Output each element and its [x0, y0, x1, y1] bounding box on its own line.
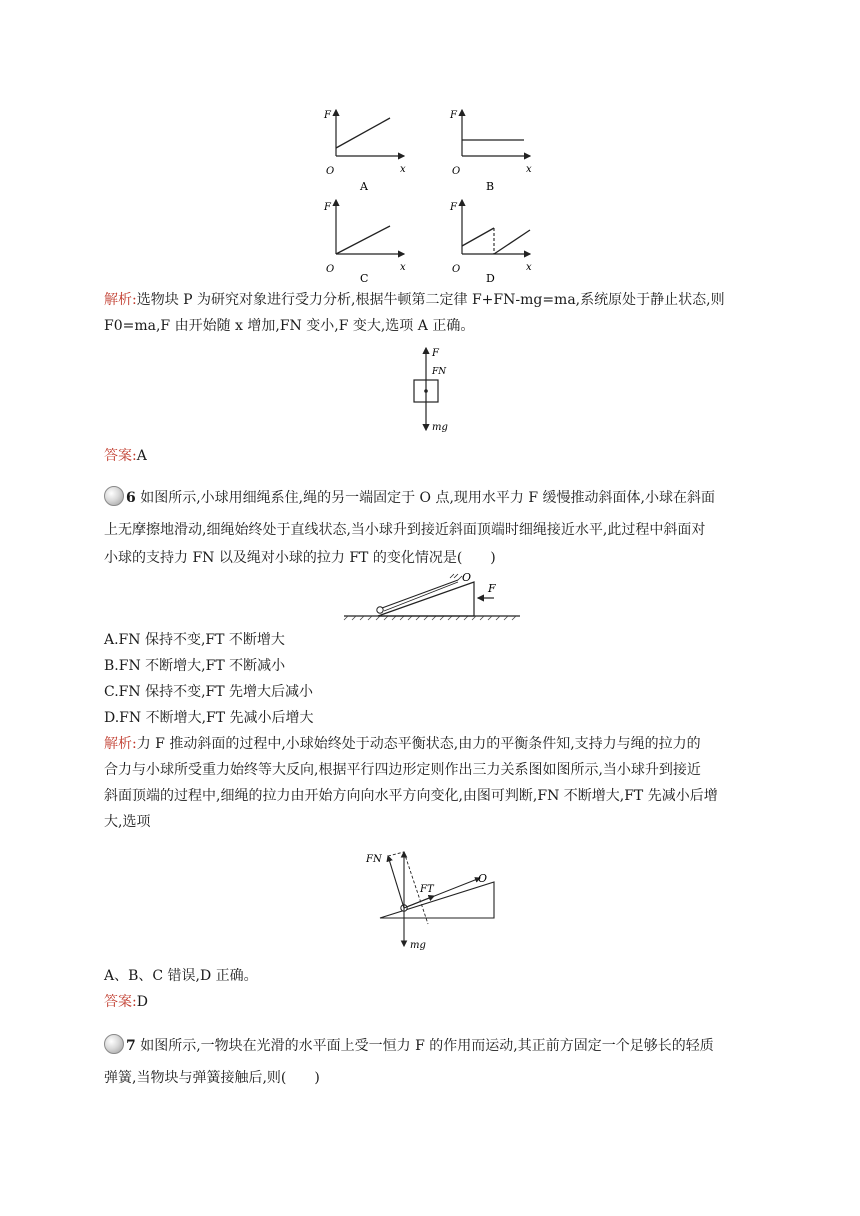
graph-a-line [336, 118, 390, 148]
incline [378, 582, 474, 616]
force-mg-label: mg [410, 940, 426, 951]
fx-graphs-figure [318, 104, 540, 284]
q6-stem-line-3: 小球的支持力 FN 以及绳对小球的拉力 FT 的变化情况是( ) [104, 550, 496, 566]
q7-stem-text-1: 如图所示,一物块在光滑的水平面上受一恒力 F 的作用而运动,其正前方固定一个足够长的轻质 [140, 1038, 714, 1054]
q6-force-diagram [362, 838, 502, 956]
q6-answer-label: 答案: [104, 994, 137, 1010]
q6-option-b: B.FN 不断增大,FT 不断减小 [104, 658, 286, 674]
force-fn-label: FN [366, 854, 382, 865]
q6-analysis-text-1: 力 F 推动斜面的过程中,小球始终处于动态平衡状态,由力的平衡条件知,支持力与绳的拉力的 [136, 736, 701, 752]
q6-analysis-line-5: A、B、C 错误,D 正确。 [104, 968, 258, 984]
graph-c-line [336, 226, 390, 254]
graph-d [449, 200, 532, 284]
graph-d-line-2 [494, 230, 530, 254]
q6-f-label: F [488, 582, 496, 595]
q6-analysis-label: 解析: [104, 736, 137, 752]
q5-answer-value: A [136, 448, 147, 464]
graph-d-x-label: x [526, 262, 532, 273]
q6-o-label: O [462, 571, 472, 584]
graph-b-x-label: x [526, 164, 532, 175]
q6-option-d: D.FN 不断增大,FT 先减小后增大 [104, 710, 314, 726]
graph-c-x-label: x [400, 262, 406, 273]
fbd-mg-label: mg [432, 422, 448, 433]
graph-b [449, 110, 532, 193]
force-ft-label: FT [420, 884, 434, 895]
q6-option-a: A.FN 保持不变,FT 不断增大 [104, 632, 285, 648]
q6-analysis-line-2: 合力与小球所受重力始终等大反向,根据平行四边形定则作出三力关系图如图所示,当小球升到接近 [104, 762, 701, 778]
graph-c-label: C [360, 272, 369, 284]
graph-a-label: A [360, 180, 368, 193]
graph-d-line-1 [462, 228, 494, 246]
question-bullet-icon [104, 486, 124, 506]
q6-stem-line-1 [104, 486, 715, 508]
graph-d-f-label: F [450, 202, 457, 213]
q6-answer [104, 992, 148, 1012]
q6-stem-text-1: 如图所示,小球用细绳系住,绳的另一端固定于 O 点,现用水平力 F 缓慢推动斜面体,小球在斜面 [140, 490, 715, 506]
ball [377, 607, 383, 613]
fn-arrow [388, 856, 404, 908]
graph-d-label: D [486, 272, 495, 284]
q6-analysis-line-1 [104, 734, 701, 754]
graph-a-origin: O [326, 166, 335, 177]
rope-2 [384, 582, 458, 611]
q6-incline-figure [342, 570, 522, 622]
graph-b-label: B [486, 180, 495, 193]
q6-option-c: C.FN 保持不变,FT 先增大后减小 [104, 684, 314, 700]
question-bullet-icon [104, 1034, 124, 1054]
q5-analysis-line-1 [104, 290, 725, 310]
graph-d-origin: O [452, 264, 461, 275]
graph-a-f-label: F [324, 110, 331, 121]
graph-a [323, 110, 406, 193]
fbd-f-label: F [432, 348, 439, 359]
graph-b-origin: O [452, 166, 461, 177]
q5-analysis-line-2: F0=ma,F 由开始随 x 增加,FN 变小,F 变大,选项 A 正确。 [104, 318, 475, 334]
q6-answer-value: D [136, 994, 148, 1010]
q5-answer [104, 446, 147, 466]
q6-analysis-line-4: 大,选项 [104, 814, 151, 830]
q6-number: 6 [126, 490, 136, 506]
q5-analysis-text-1: 选物块 P 为研究对象进行受力分析,根据牛顿第二定律 F+FN-mg=ma,系统原处于静止状态,则 [136, 292, 725, 308]
q5-free-body-diagram [400, 344, 460, 436]
graph-c-f-label: F [324, 202, 331, 213]
graph-b-f-label: F [450, 110, 457, 121]
q6-stem-line-2: 上无摩擦地滑动,细绳始终处于直线状态,当小球升到接近斜面顶端时细绳接近水平,此过程中斜面对 [104, 522, 706, 538]
q7-number: 7 [126, 1038, 136, 1054]
rope [382, 580, 458, 608]
force-o-label: O [478, 872, 488, 885]
q7-stem-line-2: 弹簧,当物块与弹簧接触后,则( ) [104, 1070, 320, 1086]
q7-stem-line-1 [104, 1034, 714, 1056]
fbd-fn-label: FN [432, 367, 447, 377]
dashed-1 [388, 852, 404, 856]
q5-analysis-label: 解析: [104, 292, 137, 308]
q6-analysis-line-3: 斜面顶端的过程中,细绳的拉力由开始方向向水平方向变化,由图可判断,FN 不断增大,FT 先减小后增 [104, 788, 718, 804]
graph-c [323, 200, 406, 284]
graph-a-x-label: x [400, 164, 406, 175]
pivot-hatch [450, 574, 462, 580]
q5-answer-label: 答案: [104, 448, 137, 464]
graph-c-origin: O [326, 264, 335, 275]
